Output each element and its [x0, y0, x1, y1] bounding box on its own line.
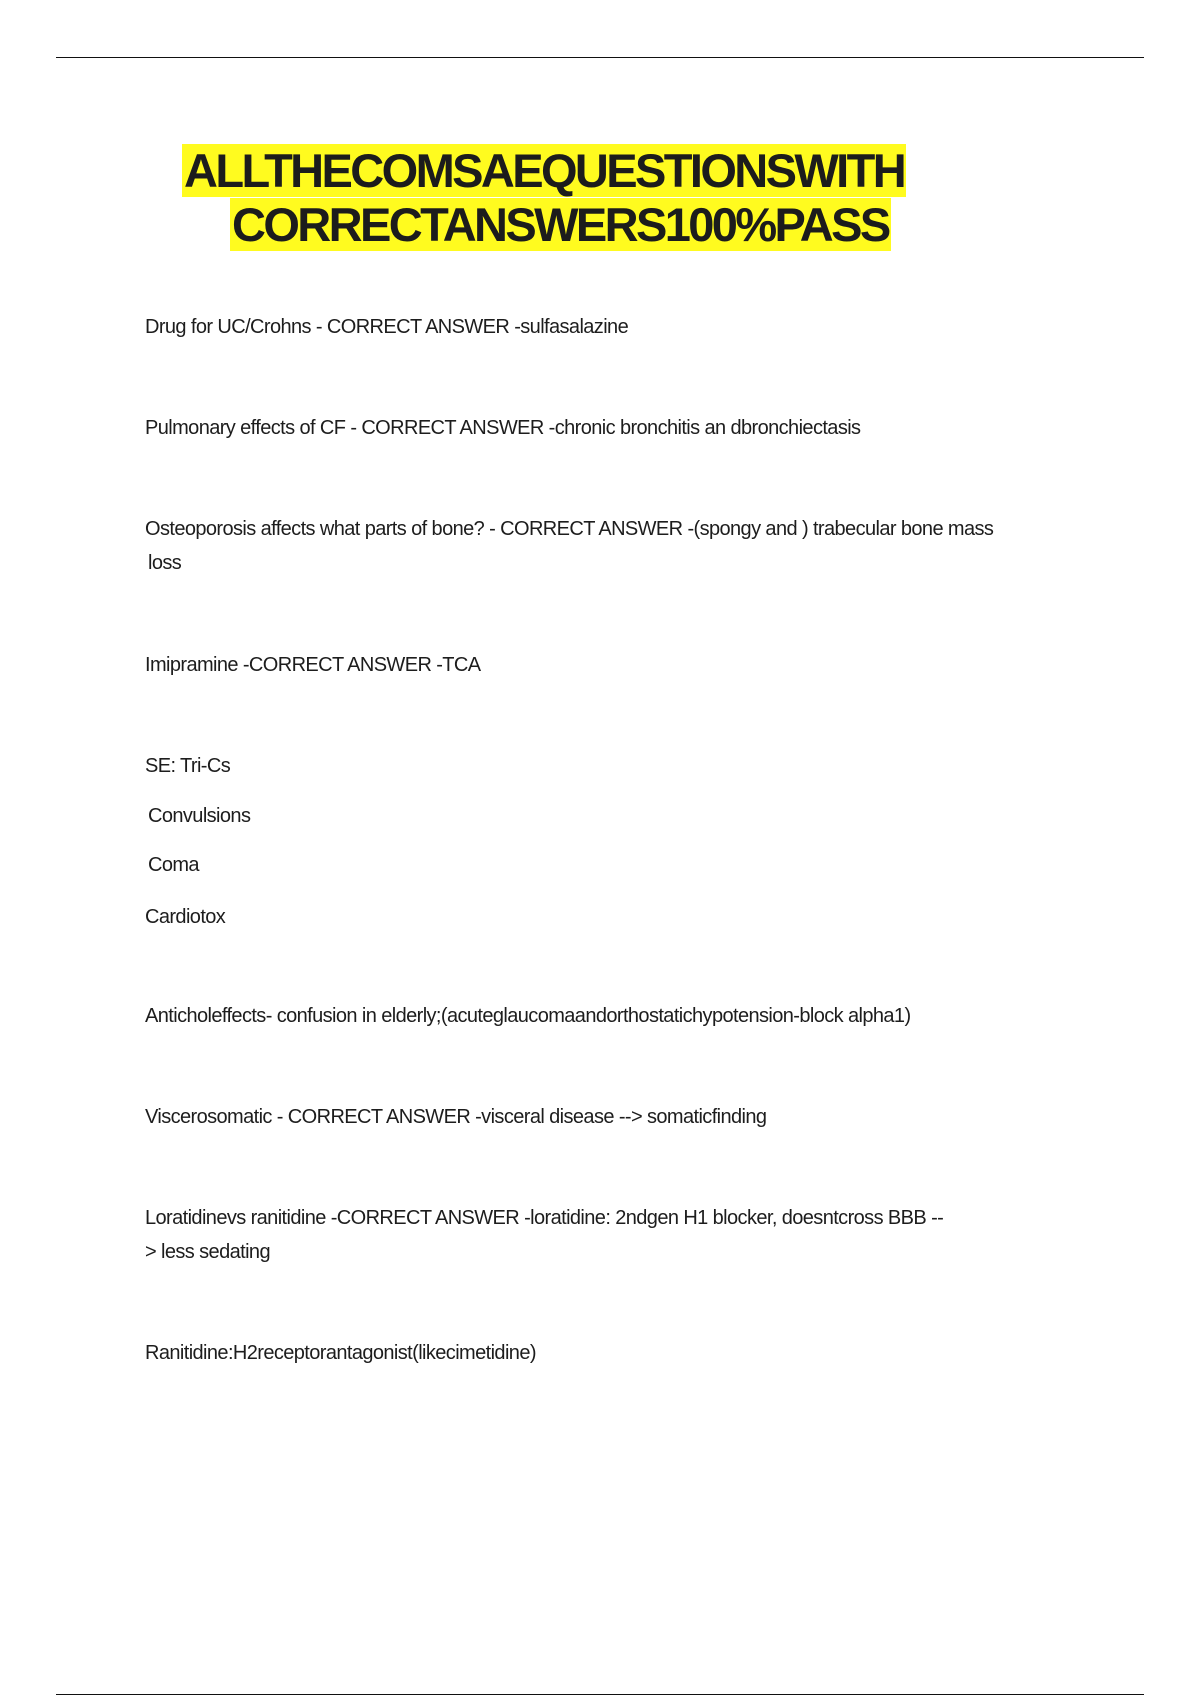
entry-anticholinergic: Anticholeffects- confusion in elderly;(acuteglaucomaandorthostatichypotension-block alpha1)	[145, 1005, 911, 1027]
title-line-2	[230, 197, 891, 253]
entry-osteoporosis: Osteoporosis affects what parts of bone? - CORRECT ANSWER -(spongy and ) trabecular bone mass	[145, 518, 994, 540]
entry-imipramine: Imipramine -CORRECT ANSWER -TCA	[145, 654, 481, 676]
entry-loratidine: Loratidinevs ranitidine -CORRECT ANSWER -loratidine: 2ndgen H1 blocker, doesntcross BBB --	[145, 1207, 944, 1229]
entry-cardiotox: Cardiotox	[145, 906, 226, 928]
entry-side-effects: SE: Tri-Cs	[145, 755, 231, 777]
entry-ranitidine: Ranitidine:H2receptorantagonist(likecimetidine)	[145, 1342, 536, 1364]
entry-ibd-drug: Drug for UC/Crohns - CORRECT ANSWER -sulfasalazine	[145, 316, 629, 338]
entry-viscerosomatic: Viscerosomatic - CORRECT ANSWER -visceral disease --> somaticfinding	[145, 1106, 767, 1128]
bottom-divider	[56, 1694, 1144, 1695]
top-divider	[56, 57, 1144, 58]
entry-convulsions: Convulsions	[148, 805, 251, 827]
entry-cf-pulmonary: Pulmonary effects of CF - CORRECT ANSWER -chronic bronchitis an dbronchiectasis	[145, 417, 861, 439]
title-highlight-2: CORRECTANSWERS100%PASS	[232, 198, 889, 251]
title-highlight-1: ALLTHECOMSAEQUESTIONSWITH	[184, 144, 905, 197]
entry-loratidine-continuation: > less sedating	[145, 1241, 270, 1263]
title-line-1	[182, 143, 906, 199]
entry-coma: Coma	[148, 854, 199, 876]
entry-osteoporosis-continuation: loss	[148, 552, 182, 574]
